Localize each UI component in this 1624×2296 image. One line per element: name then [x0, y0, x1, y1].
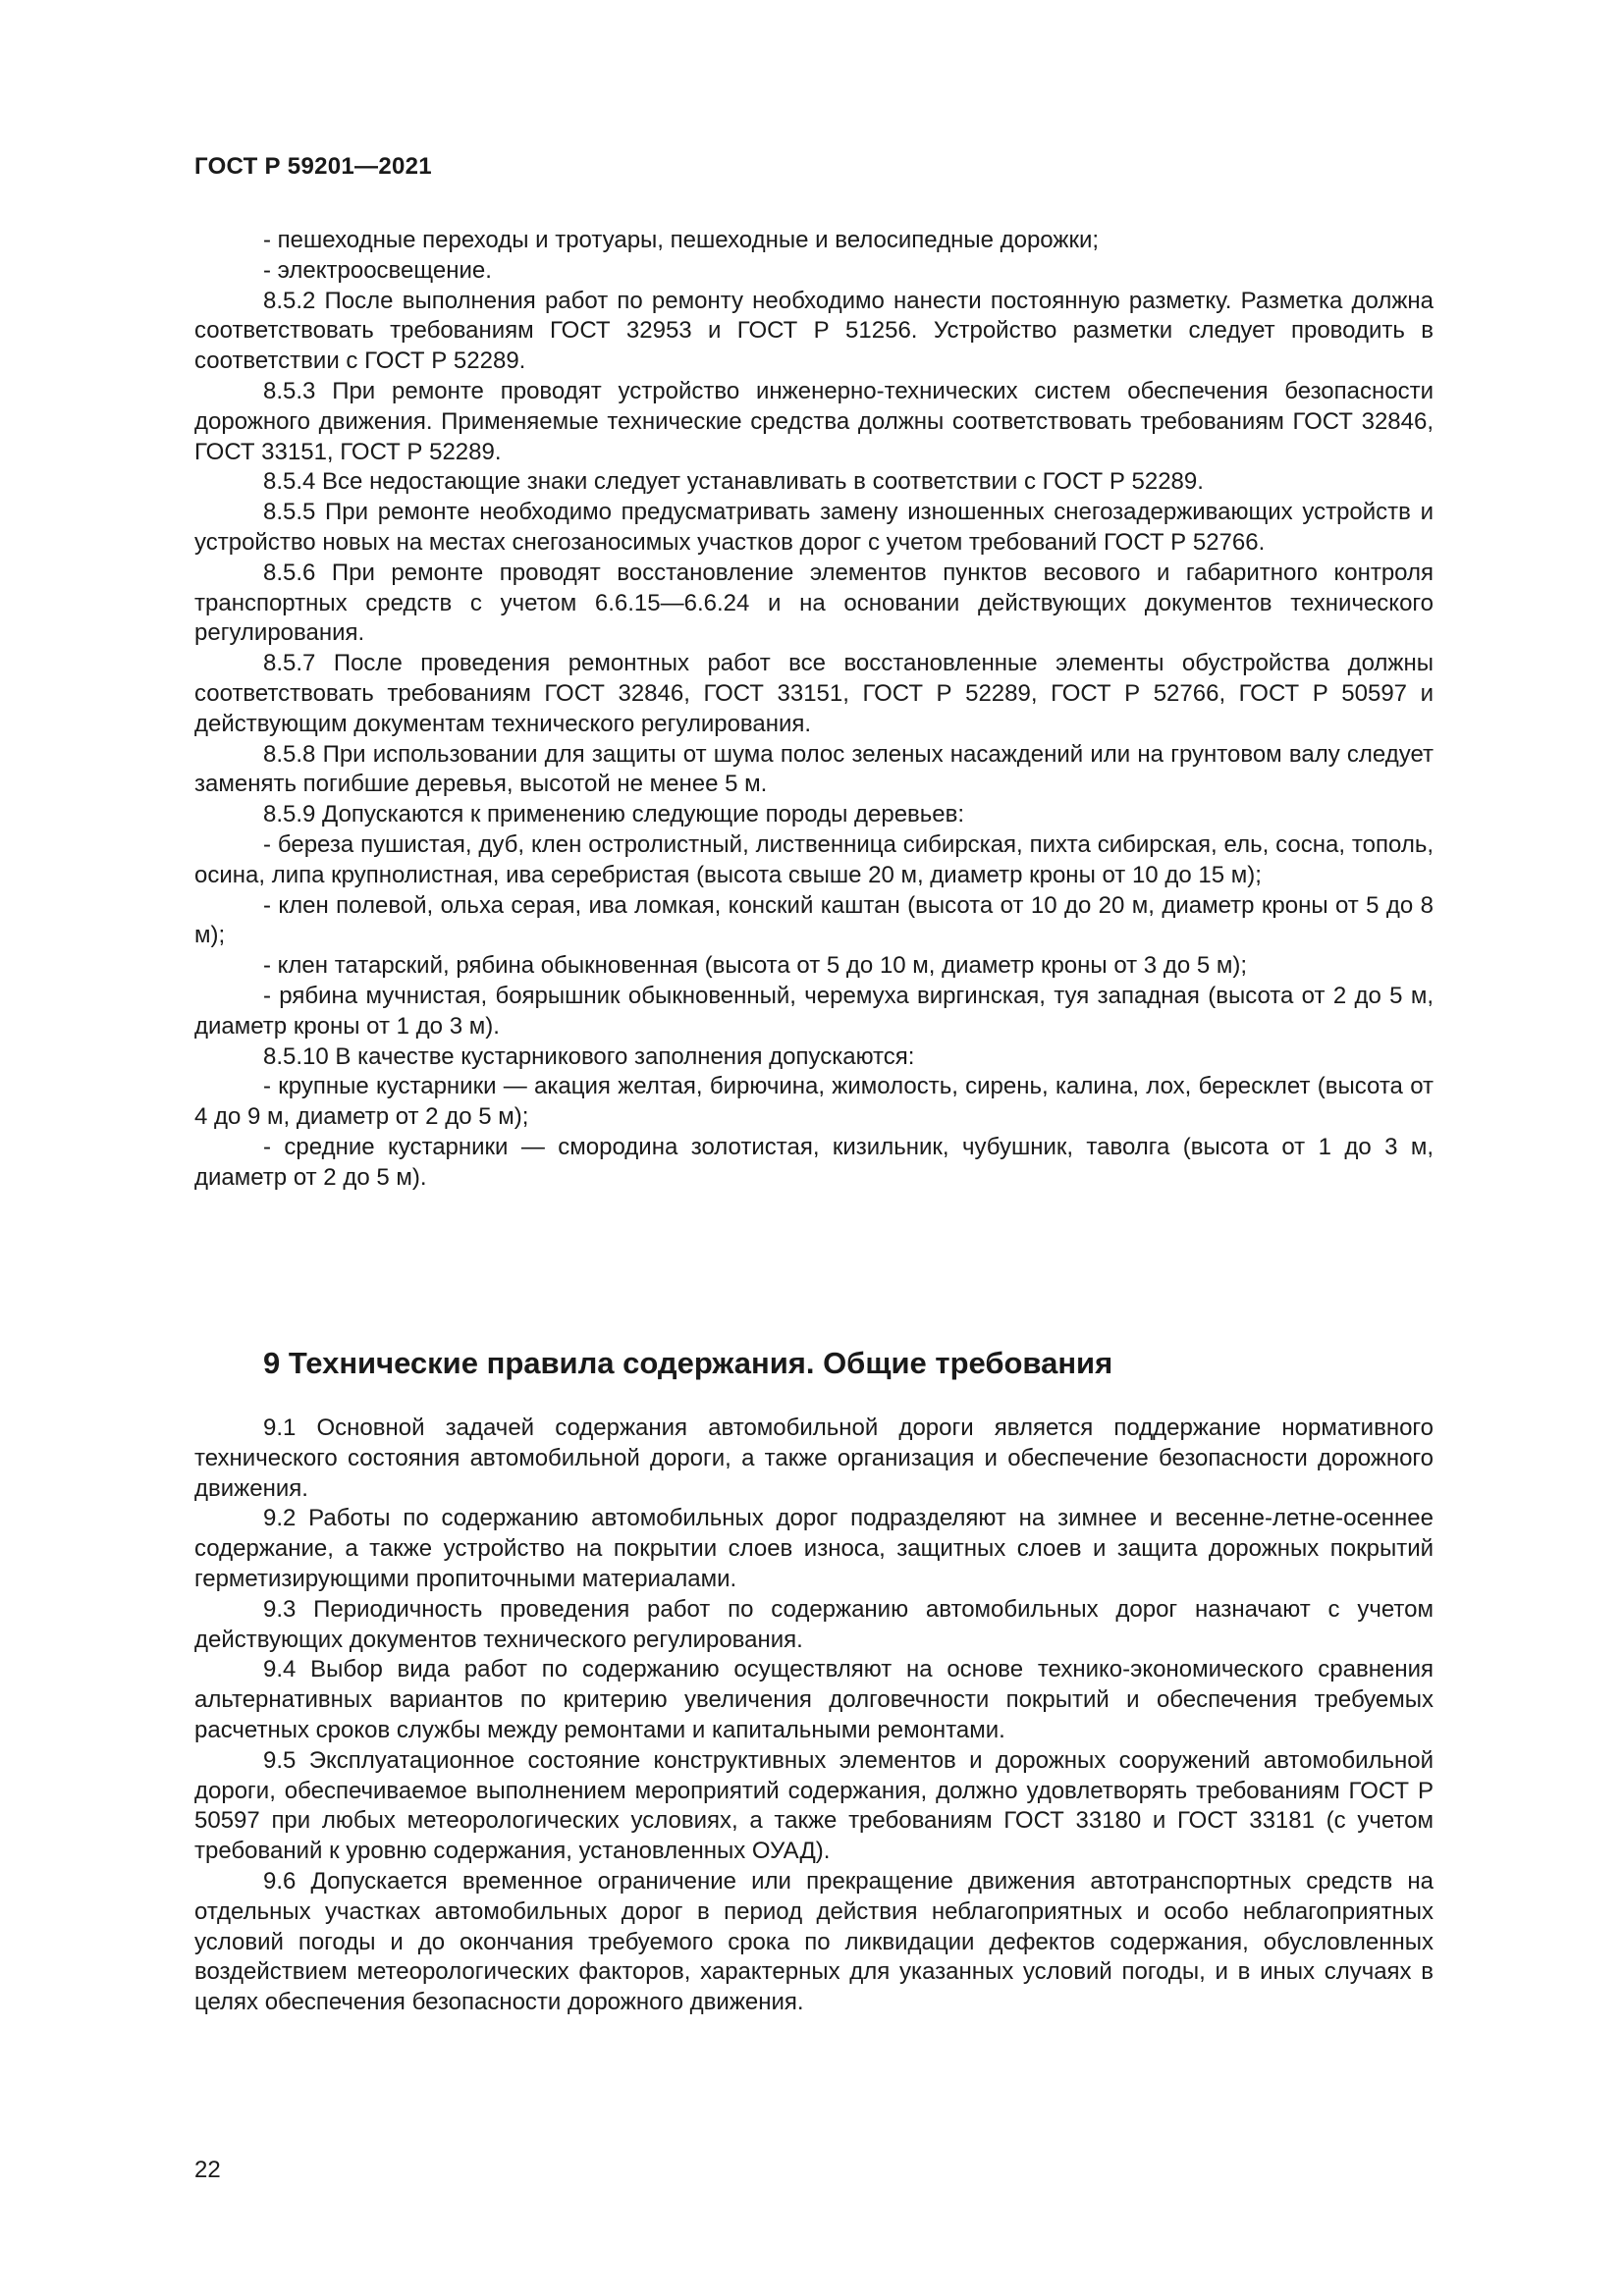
list-item: - береза пушистая, дуб, клен остролистный, лиственница сибирская, пихта сибирская, ель, сосна, тополь, осина, липа крупнолистная, ива серебристая (высота свыше 20 м, диаметр кроны от 10 до 15 м); [194, 830, 1434, 888]
list-item: - рябина мучнистая, боярышник обыкновенный, черемуха виргинская, туя западная (высота от 2 до 5 м, диаметр кроны от 1 до 3 м). [194, 982, 1434, 1040]
list-item: - пешеходные переходы и тротуары, пешеходные и велосипедные дорожки; [263, 227, 1100, 253]
list-item: - электроосвещение. [263, 256, 492, 284]
section-8-5-body [194, 226, 1434, 1194]
clause-9-4: 9.4 Выбор вида работ по содержанию осуществляют на основе технико-экономического сравнения альтернативных вариантов по критерию увеличения долговечности покрытий и обеспечения требуемых расчетных сроков службы между ремонтами и капитальными ремонтами. [194, 1656, 1434, 1743]
page-number: 22 [194, 2157, 221, 2183]
list-item: - крупные кустарники — акация желтая, бирючина, жимолость, сирень, калина, лох, бересклет (высота от 4 до 9 м, диаметр от 2 до 5 м); [194, 1073, 1434, 1131]
section-9-body [194, 1414, 1434, 2018]
list-item: - средние кустарники — смородина золотистая, кизильник, чубушник, таволга (высота от 1 до 3 м, диаметр от 2 до 5 м). [194, 1133, 1434, 1191]
clause-9-5: 9.5 Эксплуатационное состояние конструктивных элементов и дорожных сооружений автомобильной дороги, обеспечиваемое выполнением мероприятий содержания, должно удовлетворять требованиям ГОСТ Р 50597 при любых метеорологических условиях, а также требованиям ГОСТ 33180 и ГОСТ 33181 (с учетом требований к уровню содержания, установленных ОУАД). [194, 1746, 1434, 1865]
clause-9-6: 9.6 Допускается временное ограничение или прекращение движения автотранспортных средств на отдельных участках автомобильных дорог в период действия неблагоприятных и особо неблагоприятных условий погоды и до окончания требуемого срока по ликвидации дефектов содержания, обусловленных воздействием метеорологических факторов, характерных для указанных условий погоды, и в иных случаях в целях обеспечения безопасности дорожного движения. [194, 1867, 1434, 2016]
list-item: - клен татарский, рябина обыкновенная (высота от 5 до 10 м, диаметр кроны от 3 до 5 м); [263, 952, 1248, 980]
clause-8-5-3: 8.5.3 При ремонте проводят устройство инженерно-технических систем обеспечения безопасности дорожного движения. Применяемые технические средства должны соответствовать требованиям ГОСТ 32846, ГОСТ 33151, ГОСТ Р 52289. [194, 377, 1434, 465]
list-item: - клен полевой, ольха серая, ива ломкая, конский каштан (высота от 10 до 20 м, диаметр кроны от 5 до 8 м); [194, 891, 1434, 949]
clause-8-5-5: 8.5.5 При ремонте необходимо предусматривать замену изношенных снегозадерживающих устройств и устройство новых на местах снегозаносимых участков дорог с учетом требований ГОСТ Р 52766. [194, 499, 1434, 556]
clause-9-1: 9.1 Основной задачей содержания автомобильной дороги является поддержание нормативного технического состояния автомобильной дороги, а также организация и обеспечение безопасности дорожного движения. [194, 1415, 1434, 1502]
running-head-doc-code: ГОСТ Р 59201—2021 [194, 153, 432, 180]
section-9-heading: 9 Технические правила содержания. Общие требования [263, 1346, 1113, 1380]
clause-8-5-8: 8.5.8 При использовании для защиты от шума полос зеленых насаждений или на грунтовом валу следует заменять погибшие деревья, высотой не менее 5 м. [194, 740, 1434, 798]
clause-8-5-7: 8.5.7 После проведения ремонтных работ все восстановленные элементы обустройства должны соответствовать требованиям ГОСТ 32846, ГОСТ 33151, ГОСТ Р 52289, ГОСТ Р 52766, ГОСТ Р 50597 и действующим документам технического регулирования. [194, 650, 1434, 737]
clause-9-2: 9.2 Работы по содержанию автомобильных дорог подразделяют на зимнее и весенне-летне-осеннее содержание, а также устройство на покрытии слоев износа, защитных слоев и защита дорожных покрытий герметизирующими пропиточными материалами. [194, 1505, 1434, 1592]
clause-8-5-6: 8.5.6 При ремонте проводят восстановление элементов пунктов весового и габаритного контроля транспортных средств с учетом 6.6.15—6.6.24 и на основании действующих документов технического регулирования. [194, 559, 1434, 647]
clause-8-5-2: 8.5.2 После выполнения работ по ремонту необходимо нанести постоянную разметку. Разметка должна соответствовать требованиям ГОСТ 32953 и ГОСТ Р 51256. Устройство разметки следует проводить в соответствии с ГОСТ Р 52289. [194, 287, 1434, 375]
clause-8-5-4: 8.5.4 Все недостающие знаки следует устанавливать в соответствии с ГОСТ Р 52289. [263, 468, 1204, 496]
clause-9-3: 9.3 Периодичность проведения работ по содержанию автомобильных дорог назначают с учетом действующих документов технического регулирования. [194, 1595, 1434, 1653]
clause-8-5-10: 8.5.10 В качестве кустарникового заполнения допускаются: [263, 1042, 915, 1070]
clause-8-5-9: 8.5.9 Допускаются к применению следующие породы деревьев: [263, 801, 965, 828]
